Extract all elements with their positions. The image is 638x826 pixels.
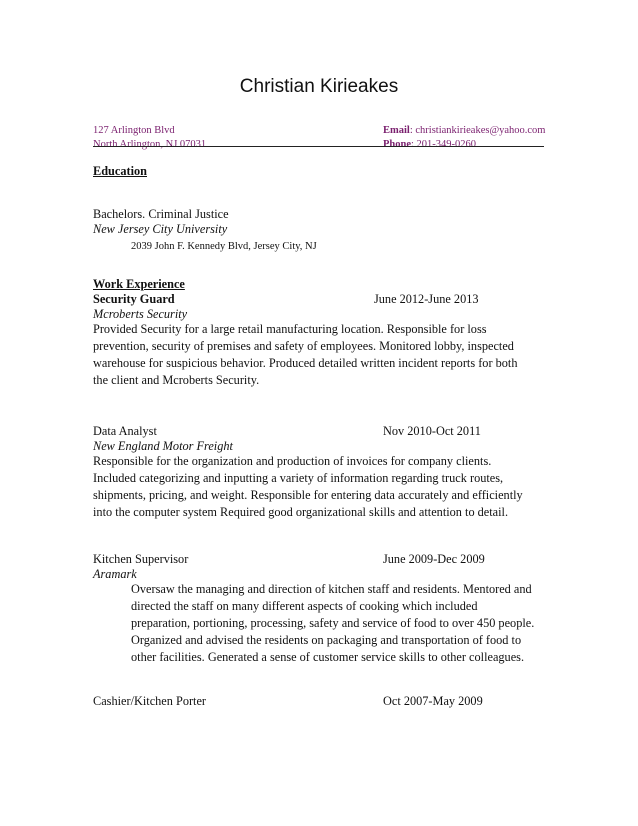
- job-employer: Aramark: [93, 567, 137, 581]
- description-line: into the computer system Required good organizational skills and attention to detail.: [93, 505, 509, 519]
- contact-block: [383, 124, 545, 152]
- description-line: Provided Security for a large retail manufacturing location. Responsible for loss: [93, 322, 487, 336]
- job-title: Security Guard: [93, 292, 175, 306]
- phone-line: [383, 138, 545, 152]
- education-school: New Jersey City University: [93, 222, 228, 236]
- description-line: directed the staff on many different aspects of cooking which included: [131, 599, 478, 613]
- phone-label: Phone: [383, 139, 412, 150]
- description-line: prevention, security of premises and safety of employees. Monitored lobby, inspected: [93, 339, 514, 353]
- description-line: Oversaw the managing and direction of kitchen staff and residents. Mentored and: [131, 582, 532, 596]
- job-dates: June 2009-Dec 2009: [383, 552, 485, 566]
- description-line: other facilities. Generated a sense of customer service skills to other colleagues.: [131, 650, 525, 664]
- description-line: Included categorizing and inputting a variety of information regarding truck routes,: [93, 471, 504, 485]
- job-description: [93, 453, 523, 521]
- description-line: Responsible for the organization and production of invoices for company clients.: [93, 454, 492, 468]
- job-employer: Mcroberts Security: [93, 307, 188, 321]
- job-description: [131, 581, 534, 666]
- description-line: warehouse for suspicious behavior. Produced detailed written incident reports for both: [93, 356, 518, 370]
- job-dates: Oct 2007-May 2009: [383, 694, 483, 708]
- education-school-address: 2039 John F. Kennedy Blvd, Jersey City, NJ: [131, 241, 317, 252]
- phone-value: : 201-349-0260: [411, 139, 477, 150]
- header-divider: [93, 146, 544, 147]
- address-block: [93, 124, 206, 152]
- job-title: Cashier/Kitchen Porter: [93, 694, 207, 708]
- work-heading: Work Experience: [93, 277, 185, 291]
- description-line: preparation, portioning, processing, safety and service of food to over 450 people.: [131, 616, 535, 630]
- description-line: the client and Mcroberts Security.: [93, 373, 260, 387]
- email-value: : christiankirieakes@yahoo.com: [409, 125, 546, 136]
- email-line: [383, 124, 545, 138]
- education-degree: Bachelors. Criminal Justice: [93, 207, 229, 221]
- job-description: [93, 321, 517, 389]
- job-employer: New England Motor Freight: [93, 439, 233, 453]
- address-line-2: North Arlington, NJ 07031: [93, 139, 207, 150]
- job-title: Data Analyst: [93, 424, 157, 438]
- education-heading: Education: [93, 164, 147, 178]
- description-line: shipments, pricing, and weight. Responsible for entering data accurately and efficiently: [93, 488, 523, 502]
- description-line: Organized and advised the residents on packaging and transportation of food to: [131, 633, 522, 647]
- candidate-name: Christian Kirieakes: [239, 76, 399, 97]
- email-label: Email: [383, 125, 410, 136]
- address-line-1: 127 Arlington Blvd: [93, 125, 175, 136]
- job-dates: Nov 2010-Oct 2011: [383, 424, 481, 438]
- job-dates: June 2012-June 2013: [374, 292, 479, 306]
- job-title: Kitchen Supervisor: [93, 552, 189, 566]
